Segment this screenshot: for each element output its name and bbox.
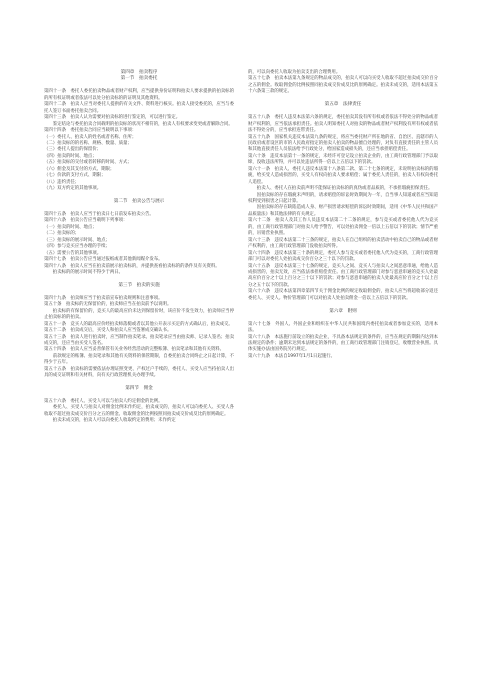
paragraph: （三）委托人提出的保留价；	[44, 147, 102, 153]
paragraph: 第四十四条 委托拍卖合同应当载明以下事项：	[44, 128, 137, 134]
paragraph: 第六十五条 违反本法第三十七条的规定，竞买人之间、竞买人与拍卖人之间恶意串通，给他人造成损害的，拍卖无效，应当依法承担赔偿责任。由工商行政管理部门对参与恶意串通的竞买人处最高应价百分之十以上百分之三十以下的罚款；对参与恶意串通的拍卖人处最高应价百分之十以上百分之五十以下的罚款。	[248, 263, 438, 288]
section-heading: 第二节 拍卖公告与展示	[113, 199, 165, 205]
paragraph: 第五十四条 拍卖人应当妥善保管有关业务经营活动的完整账簿、拍卖笔录和其他有关资料。	[44, 347, 225, 353]
paragraph: 第六十四条 违反本法第三十条的规定，委托人参与竞买或者委托他人代为竞买的，工商行政管理部门可以对委托人处拍卖成交价百分之三十以下的罚款。	[248, 250, 438, 263]
paragraph: （一）委托人、拍卖人的姓名或者名称、住所；	[44, 134, 137, 140]
paragraph: （四）参与竞买应当办理的手续；	[44, 244, 110, 250]
paragraph: 第四十六条 拍卖公告应当载明下列事项：	[44, 218, 128, 224]
paragraph: 第六十一条 拍卖人、委托人违反本法第十八条第二款、第二十七条的规定，未说明拍卖标的的瑕疵，给买受人造成损害的，买受人有权向拍卖人要求赔偿；属于委托人责任的，拍卖人有权向委托人追偿。	[248, 166, 438, 185]
paragraph: 第五十八条 委托人违反本法第六条的规定，委托拍卖其没有所有权或者依法不得处分的物品或者财产权利的，应当依法承担责任。拍卖人明知委托人对拍卖的物品或者财产权利没有所有权或者依法不得处分的，应当承担连带责任。	[248, 115, 438, 134]
paragraph: 第五十九条 国家机关违反本法第九条的规定，将应当委托财产所在地的省、自治区、直辖市的人民政府或者设区的市的人民政府指定的拍卖人拍卖的物品擅自处理的，对负有直接责任的主管人员和其他直接责任人员依法给予行政处分，给国家造成损失的，还应当承担赔偿责任。	[248, 134, 438, 153]
paragraph: 第六十二条 拍卖人及其工作人员违反本法第二十二条的规定，参与竞买或者委托他人代为竞买的，由工商行政管理部门对拍卖人给予警告，可以处拍卖佣金一倍以上五倍以下的罚款；情节严重的，吊销营业执照。	[248, 218, 438, 237]
paragraph: 拍卖标的有保留价的，竞买人的最高应价未达到保留价时，该应价不发生效力，拍卖师应当停止拍卖标的的拍卖。	[44, 308, 234, 321]
paragraph: 第四十七条 拍卖公告应当通过报纸或者其他新闻媒介发布。	[44, 257, 163, 263]
paragraph: 第四十九条 拍卖师应当于拍卖前宣布拍卖规则和注意事项。	[44, 295, 163, 301]
paragraph: 第四十五条 拍卖人应当于拍卖日七日前发布拍卖公告。	[44, 211, 154, 217]
paragraph: （二）拍卖标的；	[44, 231, 80, 237]
paragraph: 第六十七条 外国人、外国企业和组织在中华人民共和国境内委托拍卖或者参加竞买的，适用本法。	[248, 321, 438, 334]
paragraph: （二）拍卖标的的名称、规格、数量、质量；	[44, 140, 132, 146]
section-heading: 第一节 拍卖委托	[120, 76, 158, 82]
section-heading: 第六章 附则	[329, 308, 357, 314]
paragraph: 第四十二条 拍卖人应当对委托人提供的有关文件、资料进行核实。拍卖人接受委托的，应当与委托人签订书面委托拍卖合同。	[44, 102, 234, 114]
paragraph: 拍卖标的的展示时间不得少于两日。	[52, 270, 124, 275]
paragraph: （六）佣金及其支付的方式、期限；	[44, 166, 115, 172]
paragraph: 第四十一条 委托人委托拍卖物品或者财产权利，应当提供身份证明和拍卖人要求提供的拍卖标的的所有权证明或者依法可以处分拍卖标的的证明及其他资料。	[44, 89, 234, 101]
paragraph: 第五十七条 拍卖本法第九条规定的物品成交的，拍卖人可以向买受人收取不超过拍卖成交价百分之五的佣金。收取佣金的比例按照同拍卖成交价成反比的原则确定。拍卖未成交的，适用本法第五十六条第三款的规定。	[248, 76, 438, 95]
paragraph: 第五十三条 拍卖人进行拍卖时，应当制作拍卖笔录。拍卖笔录应当由拍卖师、记录人签名；拍卖成交的，还应当由买受人签名。	[44, 334, 234, 346]
paragraph: （五）需要公告的其他事项。	[44, 250, 102, 256]
paragraph: （八）违约责任；	[44, 179, 80, 185]
paragraph: 拍卖人、委托人在拍卖前声明不能保证拍卖标的的真伪或者品质的，不承担瑕疵担保责任。	[256, 186, 433, 192]
paragraph: 的，可以向委托人收取为拍卖支出的合理费用。	[248, 70, 341, 75]
paragraph: 第六十九条 本法自1997年1月1日起施行。	[248, 353, 336, 359]
paragraph: 第五十六条 委托人、买受人可以与拍卖人约定佣金的比例。	[44, 399, 163, 404]
section-heading: 第四节 佣金	[125, 386, 153, 392]
paragraph: 第五十一条 竞买人的最高应价经拍卖师落槌或者以其他公开表示买定的方式确认后，拍卖成交。	[44, 321, 233, 327]
paragraph: （九）双方约定的其他事项。	[44, 186, 102, 192]
paragraph: 因拍卖标的存在瑕疵未声明的，请求赔偿的诉讼时效期间为一年，自当事人知道或者应当知道权利受到损害之日起计算。	[248, 192, 438, 205]
paragraph: 第五十五条 拍卖标的需要依法办理证照变更、产权过户手续的，委托人、买受人应当持拍卖人出具的成交证明和有关材料，向有关行政管理机关办理手续。	[44, 366, 234, 379]
paragraph: 第六十条 违反本法第十一条的规定，未经许可登记设立拍卖企业的，由工商行政管理部门予以取缔，没收违法所得，并可以处违法所得一倍以上五倍以下的罚款。	[248, 153, 438, 166]
paragraph: 拍卖未成交的，拍卖人可以向委托人收取约定的费用；未作约定	[52, 418, 176, 424]
left-column	[44, 70, 234, 425]
section-heading: 第三节 拍卖的实施	[118, 282, 160, 288]
paragraph: 第四十三条 拍卖人认为需要对拍卖标的进行鉴定的，可以进行鉴定。	[44, 115, 181, 121]
paragraph: 委托人、买受人与拍卖人对佣金比例未作约定，拍卖成交的，拍卖人可以向委托人、买受人各收取不超过拍卖成交价百分之五的佣金。收取佣金的比例按照同拍卖成交价成反比的原则确定。	[44, 405, 234, 417]
right-column	[248, 70, 438, 360]
paragraph: （四）拍卖的时间、地点；	[44, 153, 97, 159]
paragraph: （七）价款的支付方式、期限；	[44, 173, 106, 179]
paragraph: 因拍卖标的存在缺陷造成人身、财产损害请求赔偿的诉讼时效期间，适用《中华人民共和国产品质量法》和其他法律的有关规定。	[248, 205, 438, 217]
paragraph: 第五十条 拍卖标的无保留价的，拍卖师应当在拍卖前予以说明。	[44, 302, 172, 308]
paragraph: 第五十二条 拍卖成交后，买受人和拍卖人应当签署成交确认书。	[44, 328, 172, 334]
paragraph: 第六十八条 本法施行前设立的拍卖企业，不具备本法规定的条件的，应当在规定的期限内达到本法规定的条件；逾期未达到本法规定的条件的，由工商行政管理部门注销登记，收缴营业执照。具体实施办法由国务院另行规定。	[248, 334, 438, 353]
paragraph: 鉴定结论与委托拍卖合同载明的拍卖标的状况不相符的，拍卖人有权要求变更或者解除合同。	[52, 121, 233, 127]
section-heading: 第四章 拍卖程序	[120, 70, 158, 75]
paragraph: （一）拍卖的时间、地点；	[44, 224, 97, 230]
paragraph: 第四十八条 拍卖人应当在拍卖前展示拍卖标的，并提供查看拍卖标的的条件及有关资料。	[44, 263, 220, 269]
paragraph: 前款规定的账簿、拍卖笔录和其他有关资料的保管期限，自委托拍卖合同终止之日起计算，不得少于五年。	[44, 353, 234, 366]
section-heading: 第五章 法律责任	[324, 102, 362, 108]
paragraph: 第六十六条 违反本法第四章第四节关于佣金比例的规定收取佣金的，拍卖人应当将超收部分返还委托人、买受人。物价管理部门可以对拍卖人处拍卖佣金一倍以上五倍以下的罚款。	[248, 289, 438, 301]
paragraph: （五）拍卖标的交付或者转移的时间、方式；	[44, 160, 132, 166]
paragraph: 第六十三条 违反本法第二十三条的规定，拍卖人在自己组织的拍卖活动中拍卖自己的物品或者财产权利的，由工商行政管理部门没收拍卖所得。	[248, 237, 438, 250]
paragraph: （三）拍卖标的展示时间、地点；	[44, 237, 110, 243]
